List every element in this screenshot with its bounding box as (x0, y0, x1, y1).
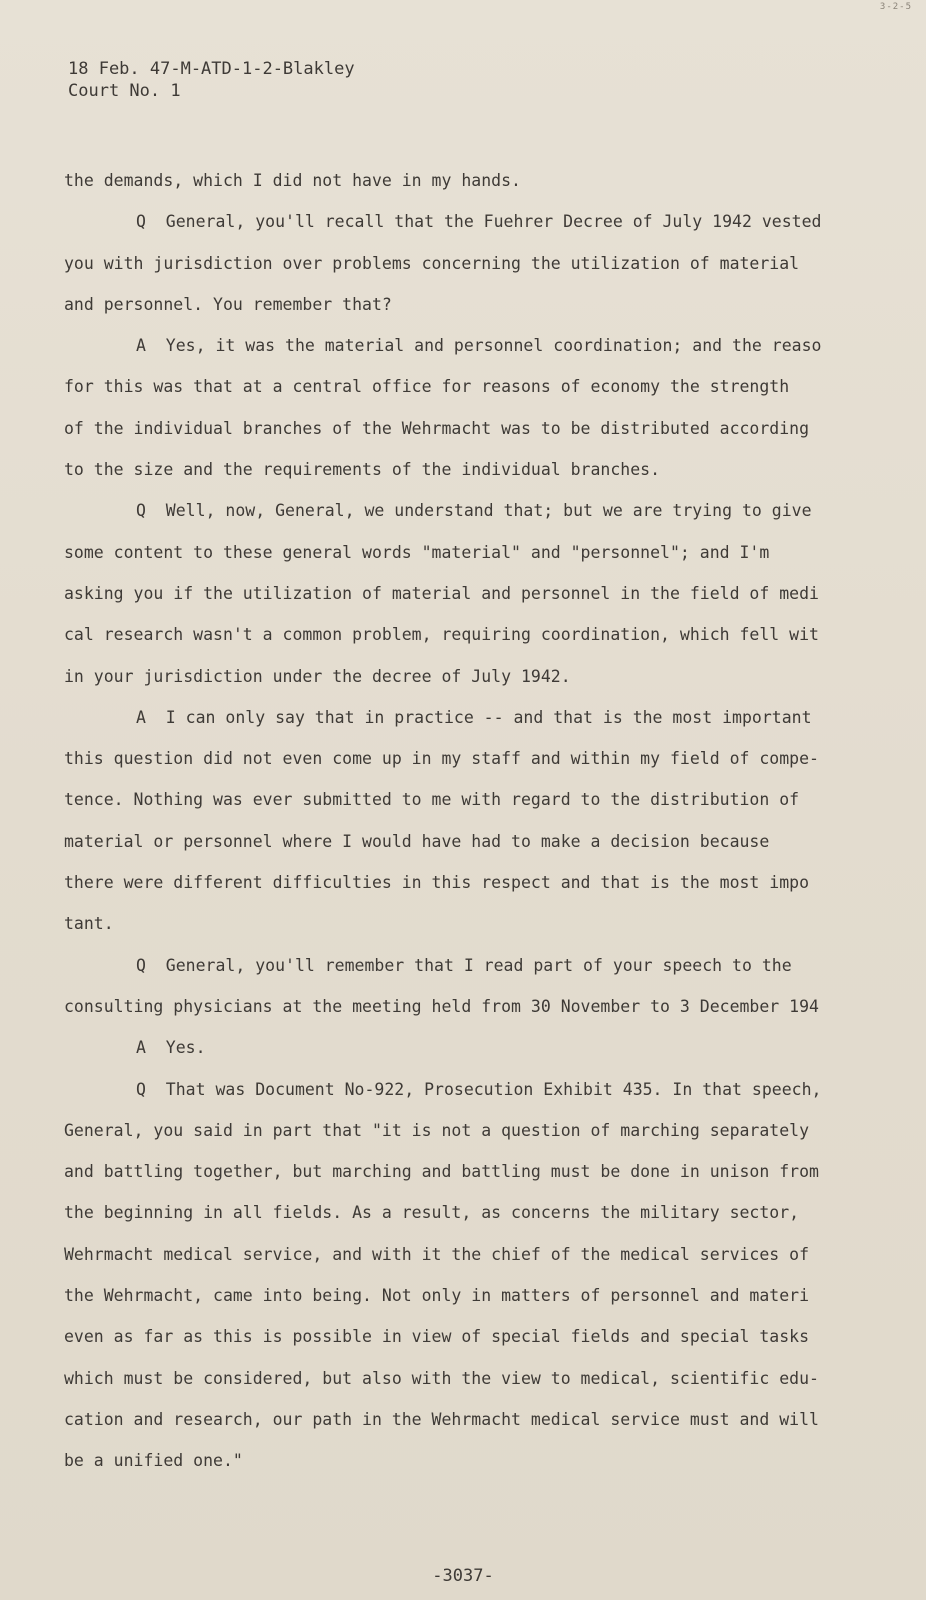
transcript-line: Q General, you'll recall that the Fuehrer Decree of July 1942 vested (136, 212, 822, 232)
transcript-line: Wehrmacht medical service, and with it the chief of the medical services of (64, 1244, 810, 1264)
transcript-line: General, you said in part that "it is not a question of marching separately (64, 1120, 810, 1140)
transcript-line: cal research wasn't a common problem, requiring coordination, which fell wit (64, 625, 819, 645)
transcript-line: Q That was Document No-922, Prosecution Exhibit 435. In that speech, (136, 1079, 822, 1099)
transcript-line: Q General, you'll remember that I read part of your speech to the (136, 955, 792, 975)
transcript-line: in your jurisdiction under the decree of July 1942. (64, 666, 571, 686)
transcript-body (64, 160, 864, 1482)
transcript-line: some content to these general words "material" and "personnel"; and I'm (64, 542, 770, 562)
transcript-line: consulting physicians at the meeting held from 30 November to 3 December 194 (64, 996, 819, 1016)
transcript-line: A I can only say that in practice -- and that is the most important (136, 707, 812, 727)
transcript-line: tence. Nothing was ever submitted to me with regard to the distribution of (64, 790, 800, 810)
transcript-line: A Yes. (136, 1038, 206, 1058)
transcript-line: and battling together, but marching and battling must be done in unison from (64, 1162, 819, 1182)
corner-mark: 3-2-5 (879, 2, 912, 12)
transcript-line: the demands, which I did not have in my hands. (64, 171, 521, 190)
transcript-line: even as far as this is possible in view of special fields and special tasks (64, 1327, 810, 1347)
transcript-line: cation and research, our path in the Wehrmacht medical service must and will (64, 1409, 819, 1429)
transcript-line: you with jurisdiction over problems concerning the utilization of material (64, 253, 800, 273)
transcript-line: this question did not even come up in my staff and within my field of compe- (64, 749, 819, 769)
transcript-line: Q Well, now, General, we understand that; but we are trying to give (136, 501, 812, 521)
transcript-line: which must be considered, but also with the view to medical, scientific edu- (64, 1368, 819, 1388)
transcript-line: to the size and the requirements of the individual branches. (64, 460, 661, 480)
transcript-line: for this was that at a central office for reasons of economy the strength (64, 377, 790, 397)
transcript-line: the beginning in all fields. As a result, as concerns the military sector, (64, 1203, 800, 1223)
transcript-line: of the individual branches of the Wehrmacht was to be distributed according (64, 418, 810, 438)
header-case-line: 18 Feb. 47-M-ATD-1-2-Blakley (68, 59, 355, 79)
transcript-line: be a unified one." (64, 1451, 243, 1471)
transcript-line: material or personnel where I would have had to make a decision because (64, 831, 770, 851)
page-number: -3037- (432, 1566, 494, 1586)
header-court-line: Court No. 1 (68, 81, 181, 101)
transcript-line: asking you if the utilization of material and personnel in the field of medi (64, 583, 819, 603)
transcript-line: there were different difficulties in this respect and that is the most impo (64, 873, 810, 893)
transcript-line: tant. (64, 914, 114, 934)
transcript-line: A Yes, it was the material and personnel coordination; and the reaso (136, 336, 822, 356)
document-header (68, 58, 355, 102)
transcript-line: and personnel. You remember that? (64, 294, 392, 314)
transcript-line: the Wehrmacht, came into being. Not only in matters of personnel and materi (64, 1286, 810, 1306)
